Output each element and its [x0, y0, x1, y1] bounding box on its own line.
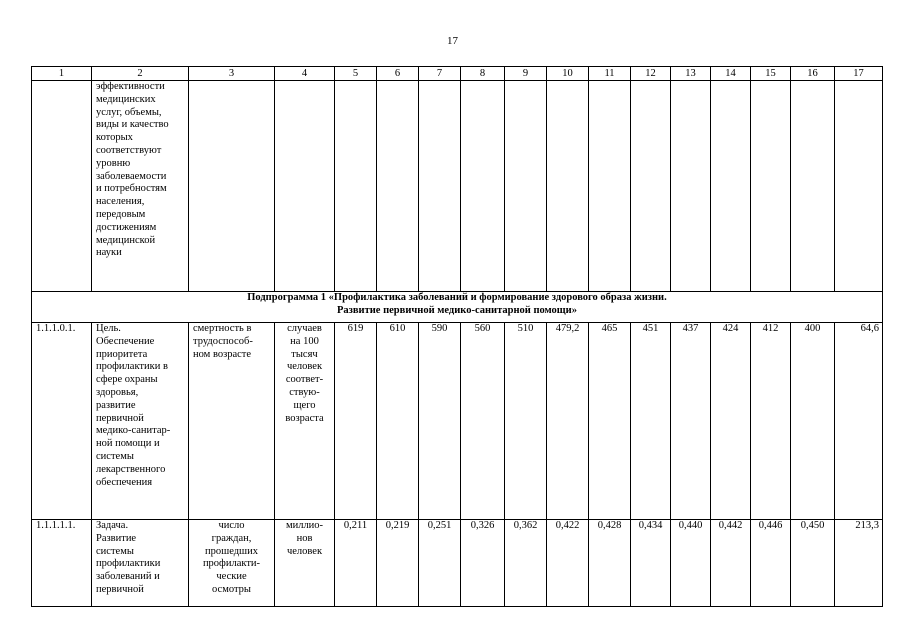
text-line: науки: [96, 247, 122, 259]
value-cell: 590: [419, 323, 461, 520]
empty-cell: [751, 81, 791, 292]
value-cell: 0,434: [631, 520, 671, 607]
text-line: развитие: [96, 399, 136, 411]
column-number-cell: 2: [92, 67, 189, 81]
text-line: смертность в: [193, 323, 252, 334]
text-line: здоровья,: [96, 386, 139, 398]
text-line: человек: [286, 545, 323, 557]
text-line: ном возрасте: [193, 348, 252, 360]
continuation-text-cell: [92, 81, 189, 292]
text-line: профилактики в: [96, 361, 168, 373]
text-line: которых: [96, 132, 133, 144]
text-line: виды и качество: [96, 119, 169, 131]
text-line: системы: [96, 545, 134, 557]
value-cell: 0,442: [711, 520, 751, 607]
text-line: услуг, объемы,: [96, 106, 162, 118]
empty-cell: [461, 81, 505, 292]
column-number-cell: 1: [32, 67, 92, 81]
text-line: на 100: [290, 335, 319, 347]
value-cell: 412: [751, 323, 791, 520]
indicator-cell: [189, 323, 275, 520]
text-line: населения,: [96, 196, 145, 208]
empty-cell: [589, 81, 631, 292]
text-line: первичной: [96, 583, 144, 595]
text-line: уровню: [96, 157, 131, 169]
column-number-cell: 17: [835, 67, 883, 81]
table-row: [32, 323, 883, 520]
text-line: случаев: [287, 323, 322, 334]
text-line: соответ-: [285, 374, 324, 386]
empty-cell: [631, 81, 671, 292]
unit-cell: [275, 520, 335, 607]
subprogram-row: [32, 292, 883, 323]
column-number-cell: 14: [711, 67, 751, 81]
value-cell: 465: [589, 323, 631, 520]
value-cell: 0,219: [377, 520, 419, 607]
text-line: Развитие: [96, 532, 137, 544]
value-cell: 560: [461, 323, 505, 520]
value-cell: 0,446: [751, 520, 791, 607]
text-line: профилактики: [96, 558, 161, 570]
column-number-cell: 12: [631, 67, 671, 81]
value-cell: 0,362: [505, 520, 547, 607]
column-number-cell: 9: [505, 67, 547, 81]
total-cell: 213,3: [835, 520, 883, 607]
empty-cell: [791, 81, 835, 292]
unit-cell: [275, 323, 335, 520]
text-line: возраста: [285, 412, 324, 424]
text-line: прошедших: [204, 545, 259, 557]
text-line: медицинских: [96, 93, 156, 105]
column-number-row: [32, 67, 883, 81]
value-cell: 510: [505, 323, 547, 520]
text-line: профилакти-: [202, 558, 261, 570]
value-cell: 0,251: [419, 520, 461, 607]
text-line: эффективности: [96, 81, 165, 92]
column-number-cell: 7: [419, 67, 461, 81]
text-line: первичной: [96, 412, 144, 424]
column-number-cell: 10: [547, 67, 589, 81]
text-line: соответствуют: [96, 144, 162, 156]
text-line: обеспечения: [96, 476, 153, 488]
empty-cell: [711, 81, 751, 292]
text-line: осмотры: [212, 583, 251, 595]
empty-cell: [189, 81, 275, 292]
text-line: заболеваний и: [96, 571, 160, 583]
value-cell: 437: [671, 323, 711, 520]
total-cell: 64,6: [835, 323, 883, 520]
value-cell: 400: [791, 323, 835, 520]
column-number-cell: 6: [377, 67, 419, 81]
value-cell: 0,422: [547, 520, 589, 607]
text-line: щего: [293, 399, 316, 411]
text-line: Обеспечение: [96, 335, 155, 347]
column-number-cell: 4: [275, 67, 335, 81]
text-line: сфере охраны: [96, 374, 158, 386]
empty-cell: [377, 81, 419, 292]
text-line: число: [218, 520, 245, 531]
row-code: 1.1.1.1.1.: [32, 520, 92, 607]
row-code: 1.1.1.0.1.: [32, 323, 92, 520]
text-line: человек: [286, 361, 323, 373]
column-number-cell: 13: [671, 67, 711, 81]
column-number-cell: 15: [751, 67, 791, 81]
text-line: заболеваемости: [96, 170, 167, 182]
table-row: [32, 520, 883, 607]
subprogram-title-line: Развитие первичной медико-санитарной помощи»: [337, 304, 577, 316]
goal-cell: [92, 520, 189, 607]
text-line: граждан,: [211, 532, 252, 544]
indicators-table: [31, 66, 883, 607]
text-line: лекарственного: [96, 463, 166, 475]
value-cell: 0,211: [335, 520, 377, 607]
empty-cell: [335, 81, 377, 292]
text-line: миллио-: [285, 520, 324, 531]
value-cell: 424: [711, 323, 751, 520]
value-cell: 0,428: [589, 520, 631, 607]
text-line: системы: [96, 450, 134, 462]
page-number: 17: [447, 35, 458, 47]
text-line: тысяч: [291, 348, 318, 360]
empty-cell: [419, 81, 461, 292]
column-number-cell: 5: [335, 67, 377, 81]
value-cell: 0,450: [791, 520, 835, 607]
text-line: Задача.: [96, 520, 129, 531]
value-cell: 0,440: [671, 520, 711, 607]
column-number-cell: 3: [189, 67, 275, 81]
subprogram-heading: [32, 292, 883, 323]
text-line: нов: [296, 532, 313, 544]
column-number-cell: 8: [461, 67, 505, 81]
text-line: передовым: [96, 208, 146, 220]
empty-cell: [671, 81, 711, 292]
empty-cell: [32, 81, 92, 292]
empty-cell: [547, 81, 589, 292]
column-number-cell: 11: [589, 67, 631, 81]
indicator-cell: [189, 520, 275, 607]
value-cell: 479,2: [547, 323, 589, 520]
text-line: медицинской: [96, 234, 156, 246]
subprogram-title-line: Подпрограмма 1 «Профилактика заболеваний и формирование здорового образа жизни.: [247, 292, 667, 303]
text-line: ной помощи и: [96, 438, 160, 450]
goal-cell: [92, 323, 189, 520]
continuation-row: [32, 81, 883, 292]
value-cell: 610: [377, 323, 419, 520]
value-cell: 0,326: [461, 520, 505, 607]
text-line: трудоспособ-: [193, 335, 253, 347]
text-line: и потребностям: [96, 183, 167, 195]
text-line: медико-санитар-: [96, 425, 171, 437]
column-number-cell: 16: [791, 67, 835, 81]
text-line: ствую-: [289, 386, 320, 398]
text-line: ческие: [216, 571, 247, 583]
empty-cell: [275, 81, 335, 292]
value-cell: 619: [335, 323, 377, 520]
empty-cell: [505, 81, 547, 292]
empty-cell: [835, 81, 883, 292]
text-line: приоритета: [96, 348, 148, 360]
text-line: Цель.: [96, 323, 121, 334]
value-cell: 451: [631, 323, 671, 520]
text-line: достижениям: [96, 221, 157, 233]
